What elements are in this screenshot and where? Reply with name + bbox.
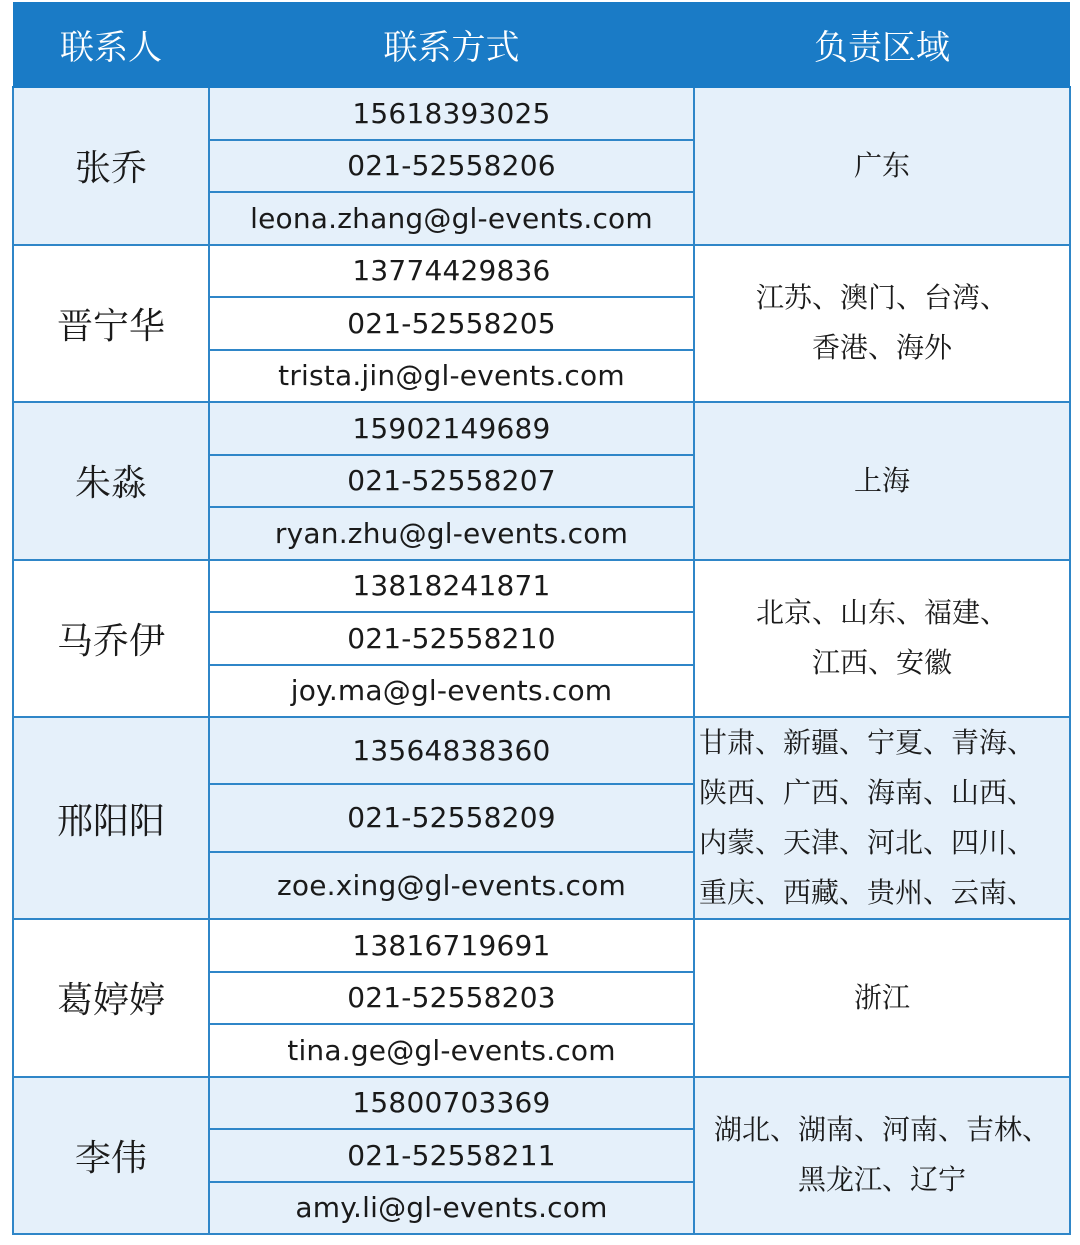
region-line: 广东 <box>853 148 910 182</box>
region-line: 江苏、澳门、台湾、 <box>755 281 1008 315</box>
contact-mobile: 15618393025 <box>209 87 694 140</box>
contact-email[interactable]: joy.ma@gl-events.com <box>209 665 694 718</box>
contact-email[interactable]: zoe.xing@gl-events.com <box>209 852 694 919</box>
region-line: 江西、安徽 <box>811 646 952 680</box>
header-contact-method: 联系方式 <box>209 2 694 87</box>
contact-email[interactable]: ryan.zhu@gl-events.com <box>209 507 694 560</box>
region-cell <box>694 1077 1070 1235</box>
contact-name: 李伟 <box>13 1077 209 1235</box>
region-line: 陕西、广西、海南、山西、 <box>699 776 1036 809</box>
region-line: 甘肃、新疆、宁夏、青海、 <box>699 726 1036 759</box>
contact-mobile: 15800703369 <box>209 1077 694 1130</box>
region-line: 内蒙、天津、河北、四川、 <box>699 826 1036 859</box>
contact-table <box>12 2 1071 1235</box>
header-contact-person: 联系人 <box>13 2 209 87</box>
region-line: 上海 <box>853 463 910 497</box>
contact-mobile: 13564838360 <box>209 717 694 784</box>
contact-name: 葛婷婷 <box>13 919 209 1077</box>
table-row <box>13 87 1070 140</box>
header-row <box>13 2 1070 87</box>
contact-telephone: 021-52558207 <box>209 455 694 508</box>
region-cell <box>694 87 1070 245</box>
header-region: 负责区域 <box>694 2 1070 87</box>
region-line: 香港、海外 <box>811 331 952 365</box>
contact-telephone: 021-52558205 <box>209 297 694 350</box>
contact-email[interactable]: trista.jin@gl-events.com <box>209 350 694 403</box>
table-row <box>13 919 1070 972</box>
contact-mobile: 13816719691 <box>209 919 694 972</box>
contact-name: 张乔 <box>13 87 209 245</box>
contact-mobile: 13774429836 <box>209 245 694 298</box>
contact-name: 晋宁华 <box>13 245 209 403</box>
contact-telephone: 021-52558206 <box>209 140 694 193</box>
table-row <box>13 402 1070 455</box>
region-cell <box>694 560 1070 718</box>
table-row <box>13 245 1070 298</box>
contact-telephone: 021-52558210 <box>209 612 694 665</box>
contact-telephone: 021-52558209 <box>209 784 694 851</box>
contact-telephone: 021-52558211 <box>209 1129 694 1182</box>
contact-name: 朱淼 <box>13 402 209 560</box>
contact-email[interactable]: tina.ge@gl-events.com <box>209 1024 694 1077</box>
table-row <box>13 717 1070 784</box>
contact-mobile: 15902149689 <box>209 402 694 455</box>
region-cell <box>694 245 1070 403</box>
contact-name: 邢阳阳 <box>13 717 209 919</box>
region-line: 黑龙江、辽宁 <box>797 1163 966 1197</box>
region-cell <box>694 717 1070 919</box>
table-row <box>13 1077 1070 1130</box>
contact-table-body <box>13 87 1070 1234</box>
table-row <box>13 560 1070 613</box>
region-cell <box>694 919 1070 1077</box>
region-line: 湖北、湖南、河南、吉林、 <box>713 1113 1050 1147</box>
contact-email[interactable]: leona.zhang@gl-events.com <box>209 192 694 245</box>
region-line: 重庆、西藏、贵州、云南、 <box>699 876 1036 909</box>
region-line: 北京、山东、福建、 <box>755 596 1008 630</box>
region-cell <box>694 402 1070 560</box>
contact-telephone: 021-52558203 <box>209 972 694 1025</box>
contact-email[interactable]: amy.li@gl-events.com <box>209 1182 694 1235</box>
contact-mobile: 13818241871 <box>209 560 694 613</box>
region-line: 浙江 <box>853 980 910 1014</box>
contact-name: 马乔伊 <box>13 560 209 718</box>
